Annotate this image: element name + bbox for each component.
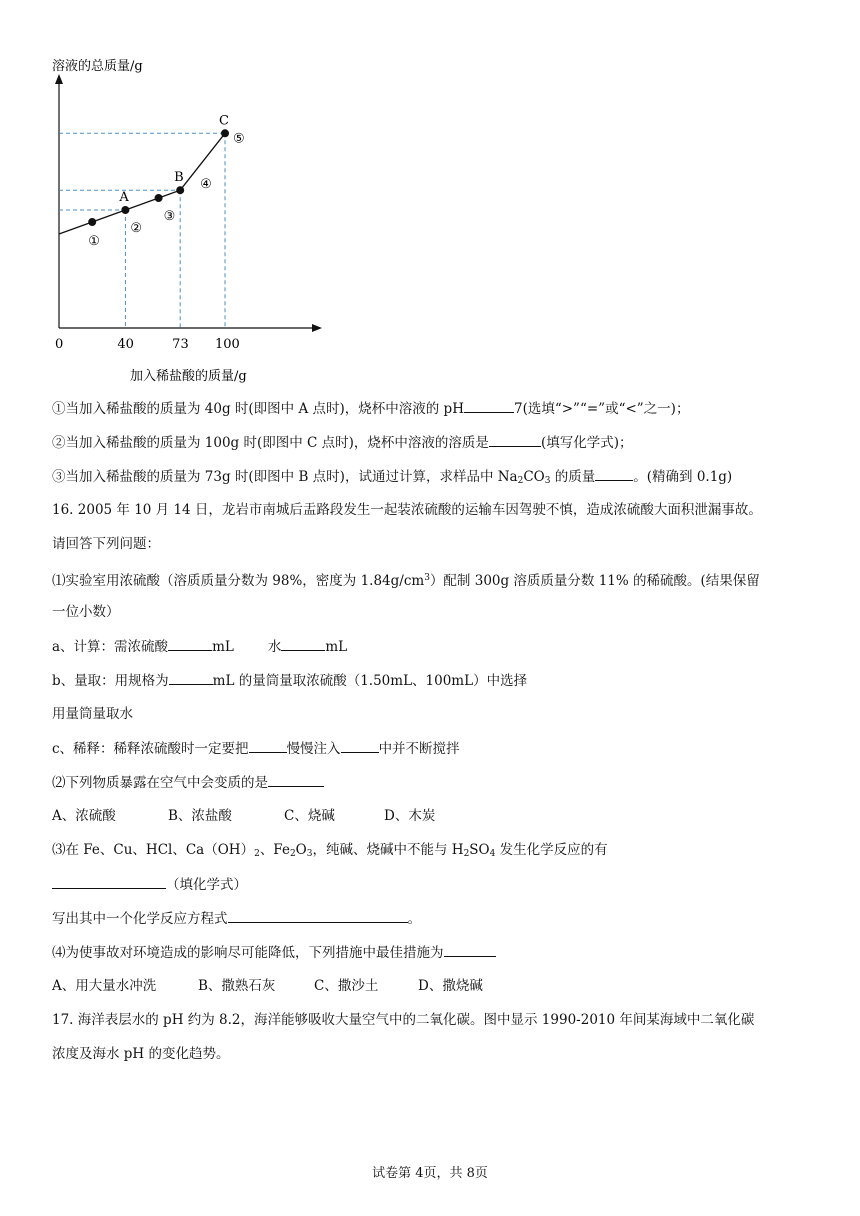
answer-blank[interactable]: [341, 738, 379, 753]
option-c: C、撒沙土: [314, 978, 379, 994]
q16-step-b-cont: [52, 704, 842, 724]
q16-text: （填化学式）: [166, 877, 247, 893]
q16-text: O: [295, 842, 307, 858]
q16-text: b、量取：用规格为: [52, 673, 169, 689]
y-axis-arrow: [55, 74, 63, 84]
option-b: B、浓盐酸: [168, 808, 232, 824]
answer-blank[interactable]: [444, 942, 496, 957]
q16-text: c、稀释：稀释浓硫酸时一定要把: [52, 741, 249, 757]
subscript: 3: [544, 476, 551, 486]
chart-y-label: 溶液的总质量/g: [52, 59, 143, 74]
option-c: C、烧碱: [284, 808, 335, 824]
answer-blank[interactable]: [595, 466, 633, 481]
q16-part3-blank: [52, 874, 842, 895]
point-label-B: B: [174, 170, 184, 186]
q16-text: ⑶在 Fe、Cu、HCl、Ca（OH）: [52, 842, 255, 858]
q15-text: ①当加入稀盐酸的质量为 40g 时(即图中 A 点时)，烧杯中溶液的 pH: [52, 401, 464, 417]
option-a: A、浓硫酸: [52, 808, 116, 824]
x-tick-40: 40: [117, 337, 134, 352]
x-tick-100: 100: [215, 337, 240, 352]
q16-text: mL: [325, 639, 348, 655]
q16-intro-2: [52, 534, 842, 554]
answer-blank[interactable]: [268, 772, 324, 787]
data-point-1: [88, 218, 96, 226]
q15-text: CO: [523, 469, 545, 485]
q16-text: ）配制 300g 溶质质量分数 11% 的稀硫酸。(结果保留: [429, 573, 760, 589]
q15-text: 。(精确到 0.1g): [633, 469, 733, 485]
q17-line-1: [52, 1010, 842, 1030]
data-point-5: [221, 129, 229, 137]
q16-part2-options: [52, 806, 842, 826]
answer-blank[interactable]: [281, 636, 325, 651]
q16-part3-equation: [52, 908, 842, 929]
q15-text: ②当加入稀盐酸的质量为 100g 时(即图中 C 点时)，烧杯中溶液的溶质是: [52, 435, 489, 451]
superscript: 3: [424, 573, 430, 583]
point-marker-1: ①: [88, 234, 100, 249]
q16-text: 、Fe: [259, 842, 290, 858]
q15-text: ③当加入稀盐酸的质量为 73g 时(即图中 B 点时)，试通过计算，求样品中 Na: [52, 469, 518, 485]
q15-line-2: [52, 432, 842, 453]
origin-label: 0: [55, 337, 64, 352]
q16-text: ，纯碱、烧碱中不能与 H: [312, 842, 464, 858]
q16-part2: [52, 772, 842, 793]
point-marker-4: ④: [200, 177, 212, 193]
point-label-C: C: [219, 113, 229, 129]
answer-blank[interactable]: [168, 636, 212, 651]
point-label-A: A: [119, 190, 129, 205]
answer-blank[interactable]: [228, 908, 408, 923]
subscript: 2: [463, 849, 470, 859]
q16-part1-line: [52, 568, 842, 591]
option-d: D、木炭: [384, 808, 436, 824]
option-d: D、撒烧碱: [418, 978, 483, 994]
x-tick-73: 73: [172, 337, 189, 352]
answer-blank[interactable]: [52, 874, 166, 889]
q16-text: 16. 2005 年 10 月 14 日，龙岩市南城后盂路段发生一起装浓硫酸的运输车因驾驶不慎，造成浓硫酸大面积泄漏事故。: [52, 502, 762, 518]
subscript: 2: [517, 476, 524, 486]
q17-text: 浓度及海水 pH 的变化趋势。: [52, 1046, 230, 1062]
q15-text: (填写化学式)；: [540, 435, 633, 451]
answer-blank[interactable]: [489, 432, 541, 447]
subscript: 4: [489, 849, 496, 859]
x-axis-arrow: [312, 324, 322, 332]
answer-blank[interactable]: [464, 398, 514, 413]
page-footer: 试卷第 4页，共 8页: [372, 1166, 488, 1181]
data-point-4: [176, 186, 184, 194]
q16-text: SO: [469, 842, 490, 858]
q15-line-3: [52, 466, 842, 491]
q16-text: mL 的量筒量取浓硫酸（1.50mL、100mL）中选择: [212, 673, 528, 689]
answer-blank[interactable]: [249, 738, 287, 753]
subscript: 2: [254, 849, 260, 859]
q16-text: ⑴实验室用浓硫酸（溶质质量分数为 98%，密度为 1.84g/cm: [52, 573, 425, 589]
subscript: 3: [306, 849, 313, 859]
q16-intro-1: [52, 500, 842, 520]
q16-step-b: [52, 670, 842, 691]
q16-text: 发生化学反应的有: [495, 842, 608, 858]
point-marker-2: ②: [130, 221, 143, 236]
q15-line-1: [52, 398, 842, 419]
q16-step-a: [52, 636, 842, 657]
q16-text: 水: [267, 639, 282, 655]
q16-text: 一位小数）: [52, 604, 120, 620]
q16-text: 慢慢注入: [286, 741, 341, 757]
q17-text: 17. 海洋表层水的 pH 约为 8.2，海洋能够吸收大量空气中的二氧化碳。图中显示 1990-2010 年间某海域中二氧化碳: [52, 1012, 755, 1028]
q16-text: 写出其中一个化学反应方程式: [52, 911, 228, 927]
q16-text: 中并不断搅拌: [378, 741, 460, 757]
mass-chart: [0, 0, 340, 390]
data-point-3: [155, 194, 163, 202]
q16-text: 用量筒量取水: [52, 706, 133, 722]
answer-blank[interactable]: [169, 670, 213, 685]
option-b: B、撒熟石灰: [198, 978, 276, 994]
q16-text: a、计算：需浓硫酸: [52, 639, 169, 655]
data-point-2: [121, 206, 129, 214]
q16-text: 请回答下列问题：: [52, 536, 160, 552]
chart-x-label: 加入稀盐酸的质量/g: [130, 369, 247, 384]
q16-part4: [52, 942, 842, 963]
point-marker-3: ③: [163, 209, 176, 224]
q16-text: ⑵下列物质暴露在空气中会变质的是: [52, 775, 268, 791]
q16-part3: [52, 840, 842, 864]
point-marker-5: ⑤: [233, 131, 245, 147]
q16-part1-cont: [52, 602, 842, 622]
q15-text: 的质量: [550, 469, 596, 485]
q17-line-2: [52, 1044, 842, 1064]
option-a: A、用大量水冲洗: [52, 978, 157, 994]
q16-text: ⑷为使事故对环境造成的影响尽可能降低，下列措施中最佳措施为: [52, 945, 444, 961]
q16-text: mL: [212, 639, 234, 655]
q16-step-c: [52, 738, 842, 759]
q15-text: 7(选填“>”“=”或“<”之一)；: [513, 401, 690, 417]
q16-part4-options: [52, 976, 842, 996]
x-tick-labels: [117, 337, 239, 352]
subscript: 2: [289, 849, 296, 859]
q16-text: 。: [407, 911, 421, 927]
